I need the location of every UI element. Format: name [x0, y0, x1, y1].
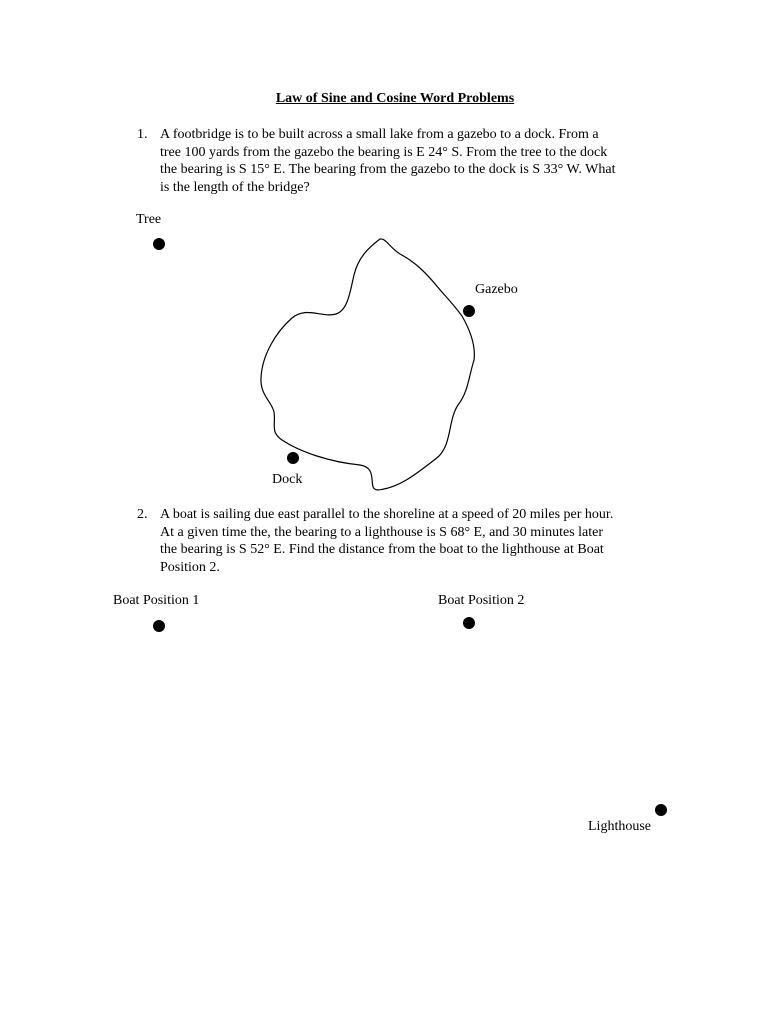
worksheet-title: Law of Sine and Cosine Word Problems [275, 91, 515, 106]
boat-position-2-label: Boat Position 2 [438, 593, 525, 608]
dock-label: Dock [272, 472, 303, 487]
boat-position-2-point [463, 617, 475, 629]
problem-2-line: A boat is sailing due east parallel to the shoreline at a speed of 20 miles per hour. [160, 507, 614, 522]
boat-position-1-point [153, 620, 165, 632]
problem-1-line: the bearing is S 15° E. The bearing from the gazebo to the dock is S 33° W. What [160, 162, 616, 177]
problem-2-line: At a given time the, the bearing to a lighthouse is S 68° E, and 30 minutes later [160, 524, 604, 540]
gazebo-point [463, 305, 475, 317]
problem-1-line: tree 100 yards from the gazebo the bearing is E 24° S. From the tree to the dock [160, 144, 608, 160]
lighthouse-label: Lighthouse [588, 819, 651, 834]
dock-point [287, 452, 299, 464]
problem-1-line: is the length of the bridge? [160, 179, 310, 195]
gazebo-label: Gazebo [475, 282, 518, 297]
problem-2-line: Position 2. [160, 559, 220, 575]
problem-2-line: the bearing is S 52° E. Find the distance from the boat to the lighthouse at Boat [160, 542, 604, 557]
boat-position-1-label: Boat Position 1 [113, 593, 200, 608]
lighthouse-point [655, 804, 667, 816]
problem-2-number: 2. [137, 507, 148, 522]
problem-2-text [160, 506, 613, 576]
tree-label: Tree [136, 212, 162, 227]
problem-1-line: A footbridge is to be built across a small lake from a gazebo to a dock. From a [160, 127, 599, 142]
problem-1-number: 1. [137, 127, 148, 142]
problem-2 [137, 506, 757, 578]
